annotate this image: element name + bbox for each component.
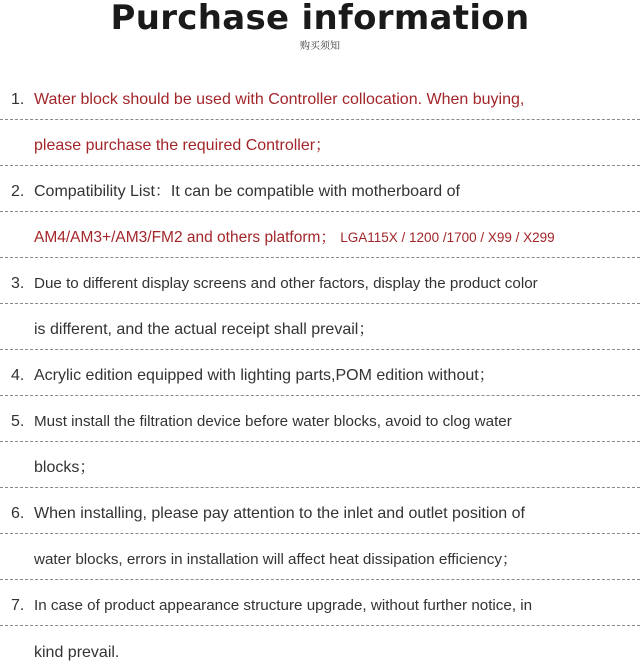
- list-item-3-line-1: [0, 258, 640, 304]
- list-item-6-line-1: [0, 488, 640, 534]
- item-text: When installing, please pay attention to the inlet and outlet position of: [34, 505, 525, 522]
- item-text: Due to different display screens and other factors, display the product color: [34, 275, 538, 292]
- item-number: 4.: [11, 367, 25, 384]
- item-text: Compatibility List：It can be compatible with motherboard of: [34, 183, 460, 200]
- list-item-4-line-1: [0, 350, 640, 396]
- item-text: [34, 228, 555, 248]
- platform-list-intel: LGA115X / 1200 /1700 / X99 / X299: [340, 230, 555, 245]
- list-item-5-line-2: [0, 442, 640, 488]
- item-text: is different, and the actual receipt shall prevail；: [34, 321, 375, 338]
- item-text: Must install the filtration device before water blocks, avoid to clog water: [34, 413, 512, 430]
- item-number: 5.: [11, 413, 25, 430]
- item-number: 7.: [11, 597, 25, 614]
- item-text: blocks；: [34, 459, 96, 476]
- list-item-2-line-2: [0, 212, 640, 258]
- list-item-3-line-2: [0, 304, 640, 350]
- item-text: please purchase the required Controller；: [34, 137, 332, 154]
- item-number: 1.: [11, 91, 25, 108]
- item-text: water blocks, errors in installation will affect heat dissipation efficiency；: [34, 551, 518, 568]
- platform-list-amd: AM4/AM3+/AM3/FM2 and others platform；: [34, 229, 336, 246]
- page-subtitle: 购买须知: [300, 41, 340, 52]
- list-item-2-line-1: [0, 166, 640, 212]
- list-item-5-line-1: [0, 396, 640, 442]
- item-text: In case of product appearance structure upgrade, without further notice, in: [34, 597, 533, 614]
- item-number: 2.: [11, 183, 25, 200]
- item-number: 3.: [11, 275, 25, 292]
- item-number: 6.: [11, 505, 25, 522]
- list-item-7-line-1: [0, 580, 640, 626]
- list-item-7-line-2: [0, 626, 640, 672]
- item-text: kind prevail.: [34, 644, 120, 661]
- item-text: Water block should be used with Controller collocation. When buying,: [34, 91, 525, 108]
- item-text: Acrylic edition equipped with lighting parts,POM edition without；: [34, 367, 495, 384]
- list-item-6-line-2: [0, 534, 640, 580]
- list-item-1-line-1: [0, 74, 640, 120]
- list-item-1-line-2: [0, 120, 640, 166]
- page-title: Purchase information: [110, 0, 530, 38]
